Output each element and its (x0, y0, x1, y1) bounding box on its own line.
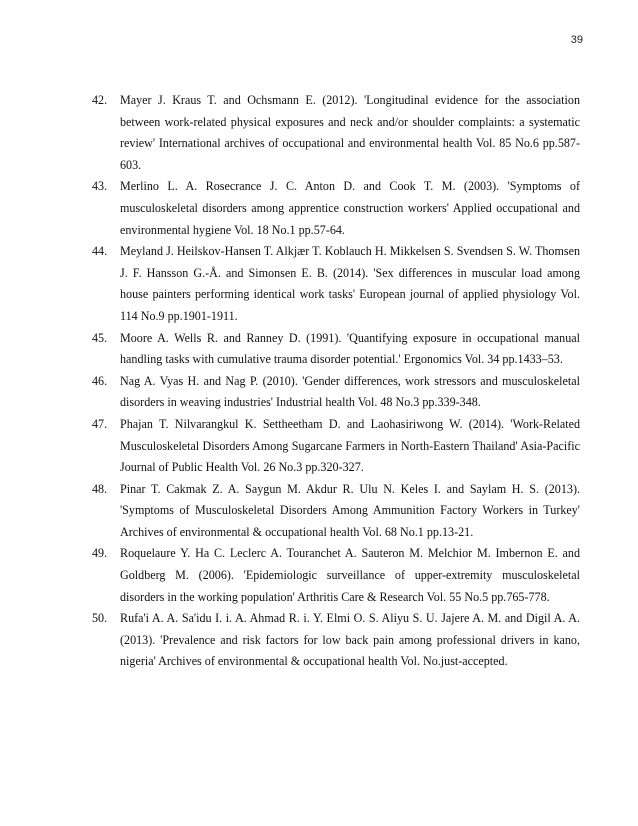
reference-list (92, 90, 580, 673)
reference-text: Merlino L. A. Rosecrance J. C. Anton D. and Cook T. M. (2003). 'Symptoms of musculoskeletal disorders among apprentice construction workers' Applied occupational and environmental hygiene Vol. 18 No.1 pp.57-64. (120, 179, 580, 237)
reference-item-44 (92, 241, 580, 327)
reference-item-47 (92, 414, 580, 479)
reference-item-48 (92, 479, 580, 544)
page-number: 39 (570, 34, 583, 46)
reference-item-42 (92, 90, 580, 176)
reference-number: 46. (92, 373, 108, 388)
reference-item-45 (92, 328, 580, 371)
reference-item-46 (92, 371, 580, 414)
reference-item-49 (92, 543, 580, 608)
reference-text: Meyland J. Heilskov-Hansen T. Alkjær T. Koblauch H. Mikkelsen S. Svendsen S. W. Thomsen J. F. Hansson G.-Å. and Simonsen E. B. (2014). 'Sex differences in muscular load among house painters performing identical work tasks' European journal of applied physiology Vol. 114 No.9 pp.1901-1911. (120, 244, 580, 323)
reference-number: 50. (92, 611, 108, 626)
reference-number: 49. (92, 546, 108, 561)
reference-item-43 (92, 176, 580, 241)
reference-number: 42. (92, 93, 108, 107)
reference-text: Roquelaure Y. Ha C. Leclerc A. Touranchet A. Sauteron M. Melchior M. Imbernon E. and Goldberg M. (2006). 'Epidemiologic surveillance of upper-extremity musculoskeletal disorders in the working population' Arthritis Care & Research Vol. 55 No.5 pp.765-778. (120, 546, 580, 604)
reference-number: 44. (92, 244, 108, 259)
reference-text: Pinar T. Cakmak Z. A. Saygun M. Akdur R. Ulu N. Keles I. and Saylam H. S. (2013). 'Symptoms of Musculoskeletal Disorders Among Ammunition Factory Workers in Turkey' Archives of environmental & occupational health Vol. 68 No.1 pp.13-21. (120, 481, 580, 539)
reference-text: Nag A. Vyas H. and Nag P. (2010). 'Gender differences, work stressors and musculoskeletal disorders in weaving industries' Industrial health Vol. 48 No.3 pp.339-348. (120, 373, 580, 410)
reference-item-50 (92, 608, 580, 673)
reference-number: 43. (92, 179, 108, 194)
reference-text: Rufa'i A. A. Sa'idu I. i. A. Ahmad R. i. Y. Elmi O. S. Aliyu S. U. Jajere A. M. and Digil A. A. (2013). 'Prevalence and risk factors for low back pain among professional drivers in kano, nigeria' Archives of environmental & occupational health Vol. No.just-accepted. (120, 611, 580, 669)
reference-text: Mayer J. Kraus T. and Ochsmann E. (2012). 'Longitudinal evidence for the association between work-related physical exposures and neck and/or shoulder complaints: a systematic review' International archives of occupational and environmental health Vol. 85 No.6 pp.587-603. (120, 93, 580, 172)
reference-text: Moore A. Wells R. and Ranney D. (1991). 'Quantifying exposure in occupational manual handling tasks with cumulative trauma disorder potential.' Ergonomics Vol. 34 pp.1433–53. (120, 330, 580, 367)
reference-number: 48. (92, 481, 108, 496)
reference-text: Phajan T. Nilvarangkul K. Settheetham D. and Laohasiriwong W. (2014). 'Work-Related Musculoskeletal Disorders Among Sugarcane Farmers in North-Eastern Thailand' Asia-Pacific Journal of Public Health Vol. 26 No.3 pp.320-327. (120, 416, 580, 475)
reference-number: 45. (92, 330, 108, 345)
reference-number: 47. (92, 416, 108, 431)
